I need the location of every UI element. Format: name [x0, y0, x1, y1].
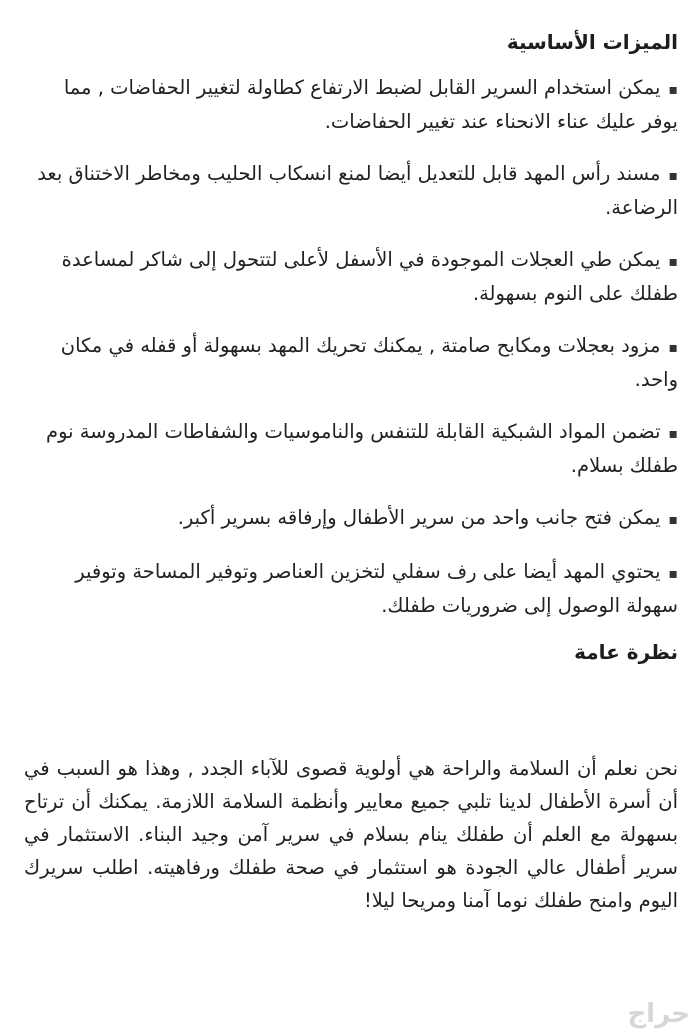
feature-text: يمكن طي العجلات الموجودة في الأسفل لأعلى لتتحول إلى شاكر لمساعدة طفلك على النوم بسهولة.: [61, 248, 678, 305]
bullet-icon: ▪: [668, 168, 678, 184]
bullet-icon: ▪: [668, 82, 678, 98]
feature-item: [24, 330, 678, 396]
bullet-icon: ▪: [668, 512, 678, 528]
feature-text: مسند رأس المهد قابل للتعديل أيضا لمنع انسكاب الحليب ومخاطر الاختناق بعد الرضاعة.: [37, 162, 678, 219]
feature-item: [24, 556, 678, 622]
watermark-text: حراج: [627, 999, 690, 1029]
features-list: [24, 72, 678, 642]
feature-text: مزود بعجلات ومكابح صامتة , يمكنك تحريك المهد بسهولة أو قفله في مكان واحد.: [60, 334, 678, 391]
feature-text: يمكن فتح جانب واحد من سرير الأطفال وإرفاقه بسرير أكبر.: [177, 506, 661, 529]
overview-paragraph: نحن نعلم أن السلامة والراحة هي أولوية قصوى للآباء الجدد , وهذا هو السبب في أن أسرة الأطفال لدينا تلبي جميع معايير وأنظمة السلامة اللازمة. يمكنك أن ترتاح بسهولة مع العلم أن طفلك ينام بسلام في سرير آمن وجيد البناء. الاستثمار في سرير أطفال عالي الجودة هو استثمار في صحة طفلك ورفاهيته. اطلب سريرك اليوم وامنح طفلك نوما آمنا ومريحا ليلا!: [24, 757, 678, 912]
bullet-icon: ▪: [668, 566, 678, 582]
bullet-icon: ▪: [668, 254, 678, 270]
overview-heading: نظرة عامة: [574, 640, 678, 664]
bullet-icon: ▪: [668, 340, 678, 356]
feature-text: يحتوي المهد أيضا على رف سفلي لتخزين العناصر وتوفير المساحة وتوفير سهولة الوصول إلى ضروريات طفلك.: [75, 560, 678, 617]
feature-item: [24, 158, 678, 224]
bullet-icon: ▪: [668, 426, 678, 442]
features-heading: الميزات الأساسية: [506, 30, 678, 54]
feature-item: [24, 416, 678, 482]
feature-item: [24, 502, 678, 536]
haraj-watermark-logo: [627, 999, 690, 1029]
feature-text: تضمن المواد الشبكية القابلة للتنفس والناموسيات والشفاطات المدروسة نوم طفلك بسلام.: [46, 420, 678, 477]
feature-item: [24, 72, 678, 138]
feature-item: [24, 244, 678, 310]
feature-text: يمكن استخدام السرير القابل لضبط الارتفاع كطاولة لتغيير الحفاضات , مما يوفر عليك عناء الانحناء عند تغيير الحفاضات.: [63, 76, 678, 133]
